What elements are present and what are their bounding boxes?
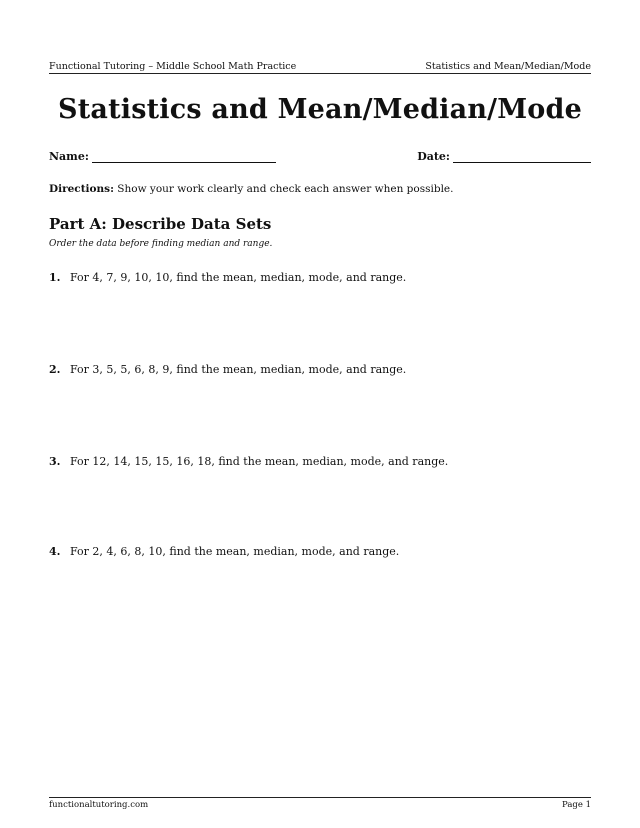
footer-page-number: Page 1	[562, 800, 591, 810]
question-1	[49, 271, 406, 284]
directions-text: Show your work clearly and check each answer when possible.	[113, 183, 454, 195]
part-a-heading: Part A: Describe Data Sets	[49, 215, 272, 233]
date-label: Date:	[417, 150, 450, 163]
name-label: Name:	[49, 150, 89, 163]
question-3	[49, 455, 448, 468]
header-left-text: Functional Tutoring – Middle School Math Practice	[49, 61, 297, 72]
question-number: 1.	[49, 271, 61, 284]
header-rule	[49, 73, 591, 74]
question-text: For 4, 7, 9, 10, 10, find the mean, median, mode, and range.	[70, 271, 407, 284]
header-right-text: Statistics and Mean/Median/Mode	[425, 61, 591, 72]
name-blank-line[interactable]	[92, 150, 276, 163]
question-text: For 12, 14, 15, 15, 16, 18, find the mean, median, mode, and range.	[70, 455, 449, 468]
directions-label: Directions:	[49, 183, 114, 195]
question-number: 4.	[49, 545, 61, 558]
page-footer	[49, 800, 591, 810]
footer-rule	[49, 797, 591, 798]
directions	[49, 183, 454, 195]
question-number: 3.	[49, 455, 61, 468]
page-header	[49, 58, 591, 72]
name-field	[49, 150, 276, 163]
page-title: Statistics and Mean/Median/Mode	[58, 94, 582, 125]
date-blank-line[interactable]	[453, 150, 591, 163]
date-field	[417, 150, 591, 163]
question-2	[49, 363, 406, 376]
question-text: For 2, 4, 6, 8, 10, find the mean, median, mode, and range.	[70, 545, 400, 558]
question-number: 2.	[49, 363, 61, 376]
question-4	[49, 545, 399, 558]
part-a-note: Order the data before finding median and range.	[49, 239, 273, 249]
question-text: For 3, 5, 5, 6, 8, 9, find the mean, median, mode, and range.	[70, 363, 407, 376]
footer-site-text: functionaltutoring.com	[49, 800, 149, 810]
